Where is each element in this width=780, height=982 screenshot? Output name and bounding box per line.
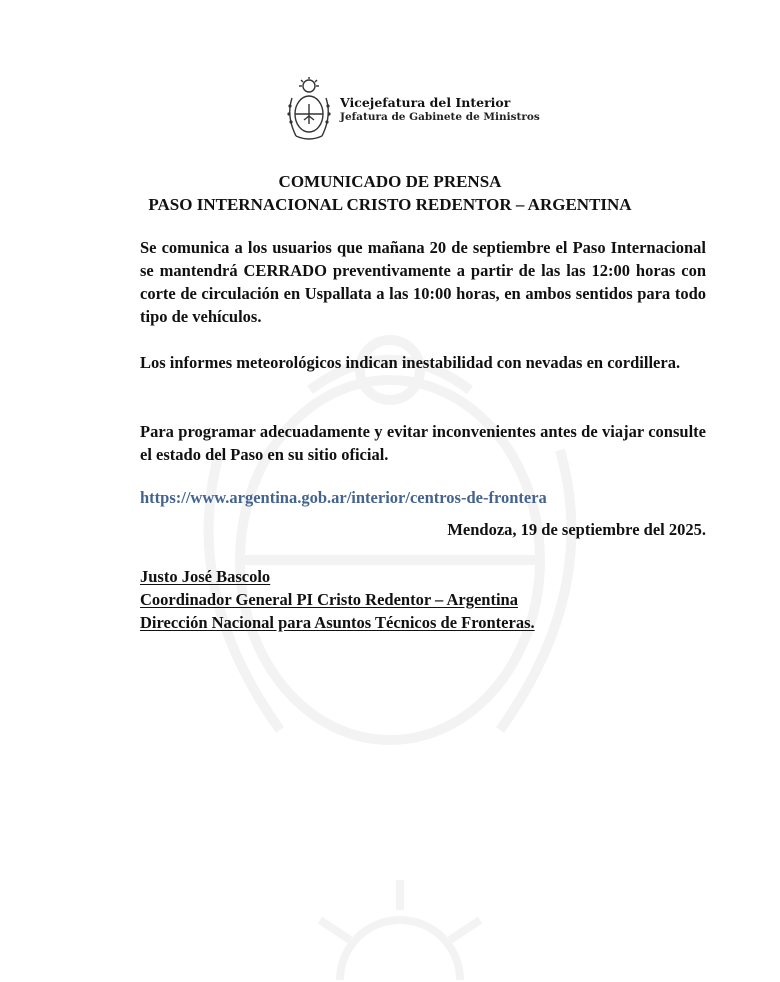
ministry-subtitle: Jefatura de Gabinete de Ministros bbox=[340, 111, 540, 123]
sun-watermark-icon bbox=[280, 880, 520, 980]
paragraph-closure-notice: Se comunica a los usuarios que mañana 20 de septiembre el Paso Internacional se mantendrá CERRADO preventivamente a partir de las las 12:00 horas con corte de circulación en Uspallata a las 10:00 horas, en ambos sentidos para todo tipo de vehículos. bbox=[140, 238, 706, 326]
official-site-link[interactable]: https://www.argentina.gob.ar/interior/centros-de-frontera bbox=[140, 488, 547, 507]
dateline: Mendoza, 19 de septiembre del 2025. bbox=[447, 520, 706, 539]
letterhead bbox=[286, 76, 540, 144]
coat-of-arms-icon bbox=[286, 76, 332, 144]
signatory-role: Coordinador General PI Cristo Redentor – Argentina bbox=[140, 590, 518, 609]
document-subtitle: PASO INTERNACIONAL CRISTO REDENTOR – ARGENTINA bbox=[148, 195, 632, 214]
coat-of-arms-watermark-icon bbox=[160, 330, 620, 760]
signatory-department: Dirección Nacional para Asuntos Técnicos de Fronteras. bbox=[140, 613, 535, 632]
document-title: COMUNICADO DE PRENSA bbox=[278, 172, 502, 191]
paragraph-advice: Para programar adecuadamente y evitar inconvenientes antes de viajar consulte el estado del Paso en su sitio oficial. bbox=[140, 422, 706, 464]
paragraph-weather: Los informes meteorológicos indican inestabilidad con nevadas en cordillera. bbox=[140, 353, 681, 372]
ministry-name: Vicejefatura del Interior bbox=[340, 95, 511, 110]
signatory-name: Justo José Bascolo bbox=[140, 567, 271, 586]
